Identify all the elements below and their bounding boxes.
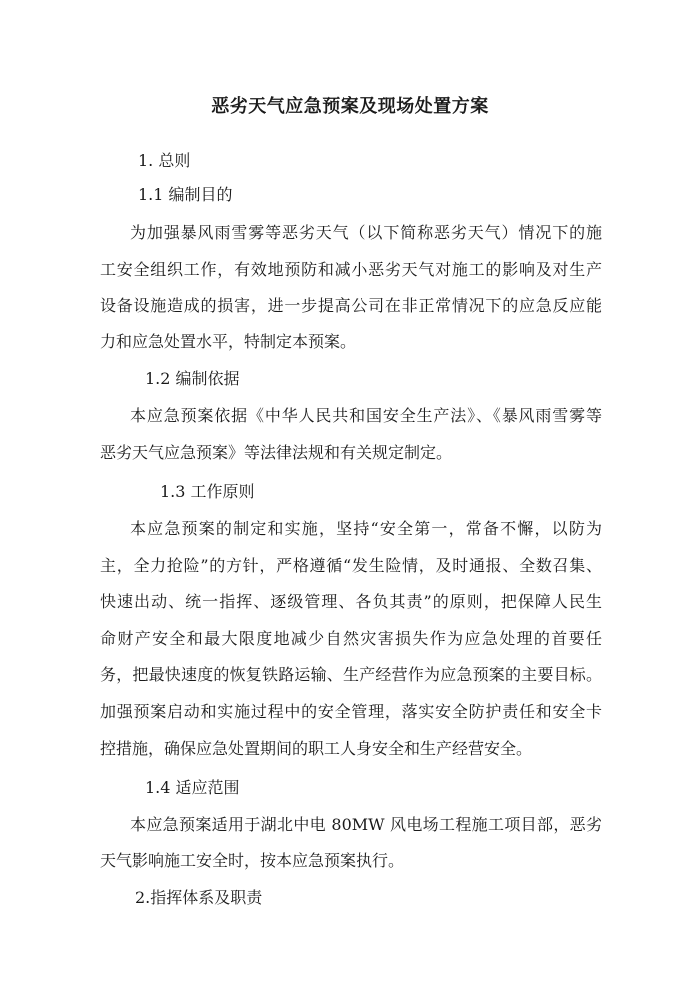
heading-basis: 1.2 编制依据	[145, 369, 240, 388]
paragraph-line: 加强预案启动和实施过程中的安全管理，落实安全防护责任和安全卡	[100, 702, 602, 721]
paragraph-line: 工安全组织工作，有效地预防和减小恶劣天气对施工的影响及对生产	[100, 260, 602, 279]
paragraph-line: 主，全力抢险”的方针，严格遵循“发生险情，及时通报、全数召集、	[100, 556, 602, 575]
heading-purpose: 1.1 编制目的	[138, 185, 233, 204]
paragraph-line: 本应急预案的制定和实施，坚持“安全第一，常备不懈，以防为	[130, 519, 602, 538]
paragraph-line: 力和应急处置水平，特制定本预案。	[100, 332, 357, 351]
heading-scope: 1.4 适应范围	[145, 778, 240, 797]
paragraph-line: 天气影响施工安全时，按本应急预案执行。	[100, 851, 405, 870]
paragraph-line: 设备设施造成的损害，进一步提高公司在非正常情况下的应急反应能	[100, 296, 602, 315]
paragraph-line: 命财产安全和最大限度地减少自然灾害损失作为应急处理的首要任	[100, 629, 602, 648]
paragraph-line: 本应急预案适用于湖北中电 80MW 风电场工程施工项目部，恶劣	[130, 815, 602, 834]
paragraph-line: 本应急预案依据《中华人民共和国安全生产法》、《暴风雨雪雾等	[130, 406, 602, 425]
heading-command-system: 2.指挥体系及职责	[135, 888, 263, 907]
document-title: 恶劣天气应急预案及现场处置方案	[211, 96, 489, 117]
heading-general: 1. 总则	[138, 151, 191, 170]
paragraph-line: 控措施，确保应急处置期间的职工人身安全和生产经营安全。	[100, 739, 533, 758]
paragraph-line: 为加强暴风雨雪雾等恶劣天气（以下简称恶劣天气）情况下的施	[130, 223, 602, 242]
heading-principles: 1.3 工作原则	[160, 482, 255, 501]
paragraph-line: 恶劣天气应急预案》等法律法规和有关规定制定。	[100, 443, 453, 462]
paragraph-line: 务，把最快速度的恢复铁路运输、生产经营作为应急预案的主要目标。	[100, 665, 602, 684]
paragraph-line: 快速出动、统一指挥、逐级管理、各负其责”的原则，把保障人民生	[100, 592, 602, 611]
